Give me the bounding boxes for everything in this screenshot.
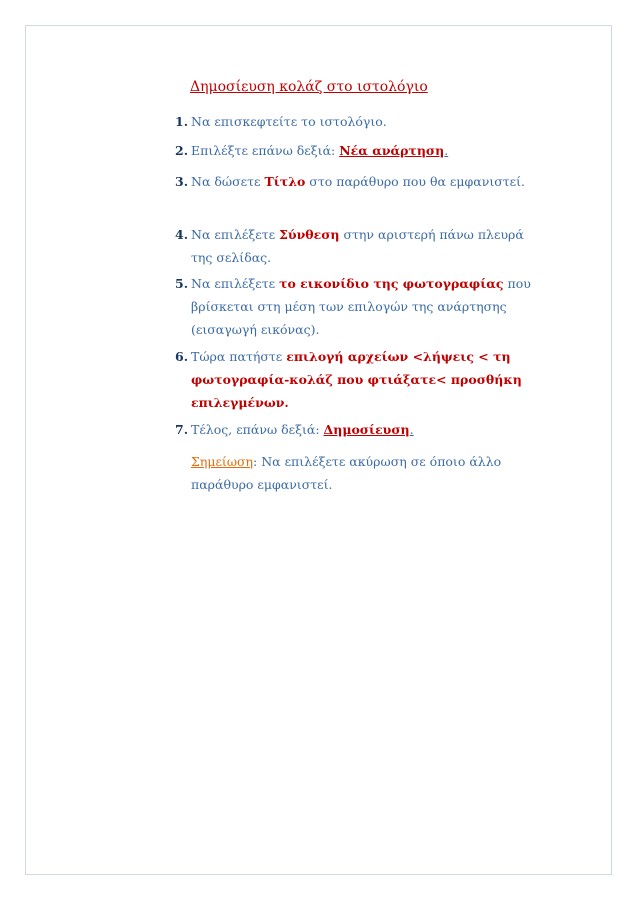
- step-highlight: Σύνθεση: [279, 227, 340, 242]
- step-highlight: Δημοσίευση: [323, 422, 410, 437]
- step-2: [175, 139, 540, 162]
- step-highlight: επιλογή αρχείων <λήψεις < τη φωτογραφία-κολάζ που φτιάξατε< προσθήκη επιλεγμένων.: [191, 349, 522, 410]
- step-4: [175, 223, 540, 269]
- document-title: Δημοσίευση κολάζ στο ιστολόγιο: [190, 79, 428, 95]
- step-number: 4.: [175, 227, 189, 242]
- step-number: 7.: [175, 422, 189, 437]
- note-label: Σημείωση: [191, 454, 254, 469]
- step-text-tail: στην αριστερή πάνω πλευρά της σελίδας.: [191, 227, 524, 265]
- step-text: Να επιλέξετε: [191, 227, 280, 242]
- step-text: Τώρα πατήστε: [191, 349, 287, 364]
- step-text: Επιλέξτε επάνω δεξιά:: [191, 143, 340, 158]
- step-7: [175, 418, 540, 441]
- note: [191, 450, 546, 496]
- step-text: Να επιλέξετε: [191, 276, 280, 291]
- step-highlight: Νέα ανάρτηση: [339, 143, 445, 158]
- step-text-tail: που βρίσκεται στη μέση των επιλογών της ανάρτησης (εισαγωγή εικόνας).: [191, 276, 531, 337]
- step-text-tail: στο παράθυρο που θα εμφανιστεί.: [305, 174, 526, 189]
- step-text: Τέλος, επάνω δεξιά:: [191, 422, 324, 437]
- step-number: 5.: [175, 276, 189, 291]
- note-text: : Να επιλέξετε ακύρωση σε όποιο άλλο παράθυρο εμφανιστεί.: [191, 454, 502, 492]
- step-number: 1.: [175, 114, 189, 129]
- step-number: 3.: [175, 174, 189, 189]
- step-number: 6.: [175, 349, 189, 364]
- step-6: [175, 345, 540, 414]
- step-text-tail: .: [444, 143, 449, 158]
- step-highlight: Τίτλο: [264, 174, 306, 189]
- step-text: Να δώσετε: [191, 174, 265, 189]
- step-number: 2.: [175, 143, 189, 158]
- step-5: [175, 272, 540, 341]
- step-highlight: το εικονίδιο της φωτογραφίας: [279, 276, 504, 291]
- step-text-tail: .: [409, 422, 414, 437]
- step-text: Να επισκεφτείτε το ιστολόγιο.: [191, 114, 387, 129]
- step-3: [175, 170, 540, 193]
- step-1: [175, 110, 540, 133]
